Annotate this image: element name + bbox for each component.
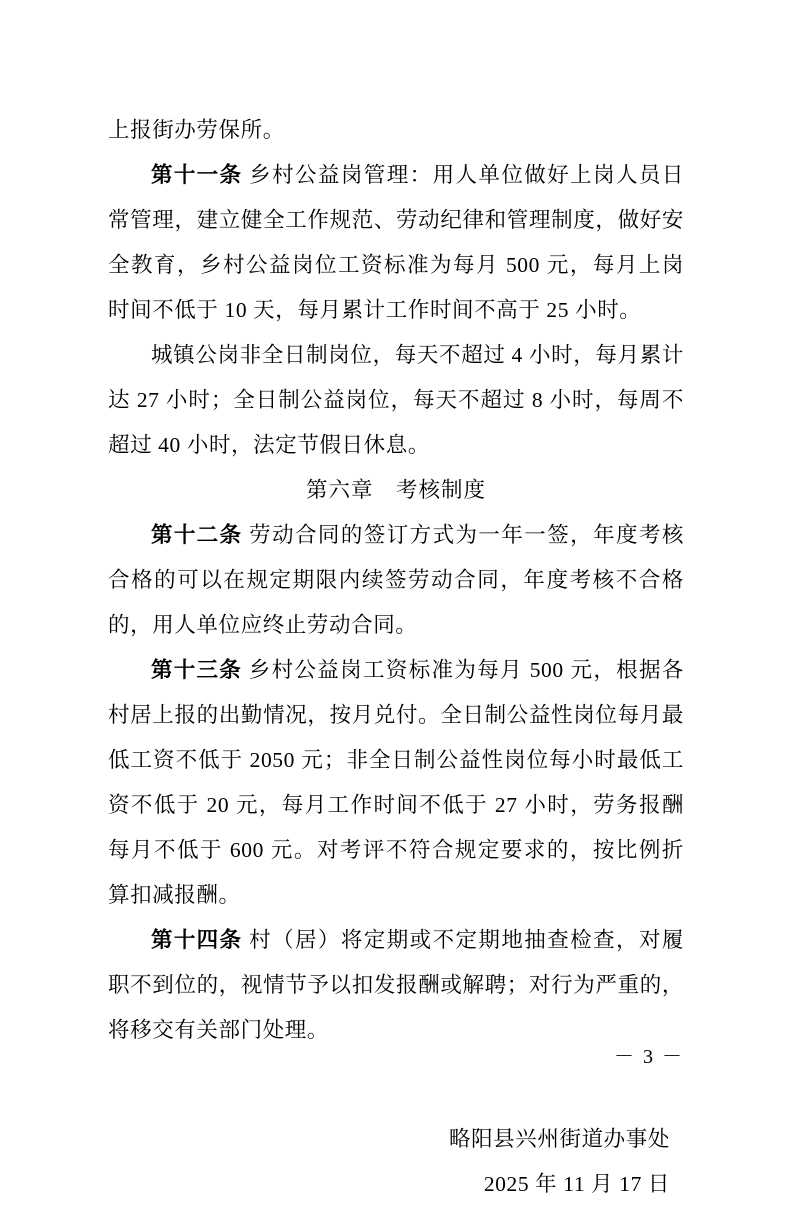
article-text-11: 乡村公益岗管理：用人单位做好上岗人员日常管理，建立健全工作规范、劳动纪律和管理制度，做好安全教育，乡村公益岗位工资标准为每月 500 元，每月上岗时间不低于 10 天，每月累计工作时间不高于 25 小时。 — [108, 163, 684, 322]
paragraph-article-14 — [108, 918, 684, 1053]
paragraph-article-11 — [108, 153, 684, 333]
paragraph-continuation: 上报街办劳保所。 — [108, 118, 285, 142]
signature-date: 2025 年 11 月 17 日 — [483, 1172, 670, 1196]
article-term-14: 第十四条 — [151, 928, 243, 952]
article-term-12: 第十二条 — [151, 523, 243, 547]
article-term-11: 第十一条 — [151, 163, 243, 187]
article-text-14: 村（居）将定期或不定期地抽查检查，对履职不到位的，视情节予以扣发报酬或解聘；对行为严重的，将移交有关部门处理。 — [108, 928, 684, 1042]
document-body — [108, 108, 684, 1207]
article-text-13: 乡村公益岗工资标准为每月 500 元，根据各村居上报的出勤情况，按月兑付。全日制公益性岗位每月最低工资不低于 2050 元；非全日制公益性岗位每小时最低工资不低于 20 元，每月工作时间不低于 27 小时，劳务报酬每月不低于 600 元。对考评不符合规定要求的，按比例折算扣减报酬。 — [108, 658, 684, 907]
paragraph-article-13 — [108, 648, 684, 918]
signature-issuer: 略阳县兴州街道办事处 — [448, 1127, 670, 1151]
article-text-12: 劳动合同的签订方式为一年一签，年度考核合格的可以在规定期限内续签劳动合同，年度考核不合格的，用人单位应终止劳动合同。 — [108, 523, 684, 637]
article-term-13: 第十三条 — [151, 658, 243, 682]
page-number: － 3 － — [614, 1046, 684, 1068]
paragraph-article-12 — [108, 513, 684, 648]
chapter-heading-6: 第六章 考核制度 — [305, 478, 486, 502]
signature-block — [108, 1117, 684, 1207]
paragraph-urban-posts: 城镇公岗非全日制岗位，每天不超过 4 小时，每月累计达 27 小时；全日制公益岗位，每天不超过 8 小时，每周不超过 40 小时，法定节假日休息。 — [108, 343, 684, 457]
